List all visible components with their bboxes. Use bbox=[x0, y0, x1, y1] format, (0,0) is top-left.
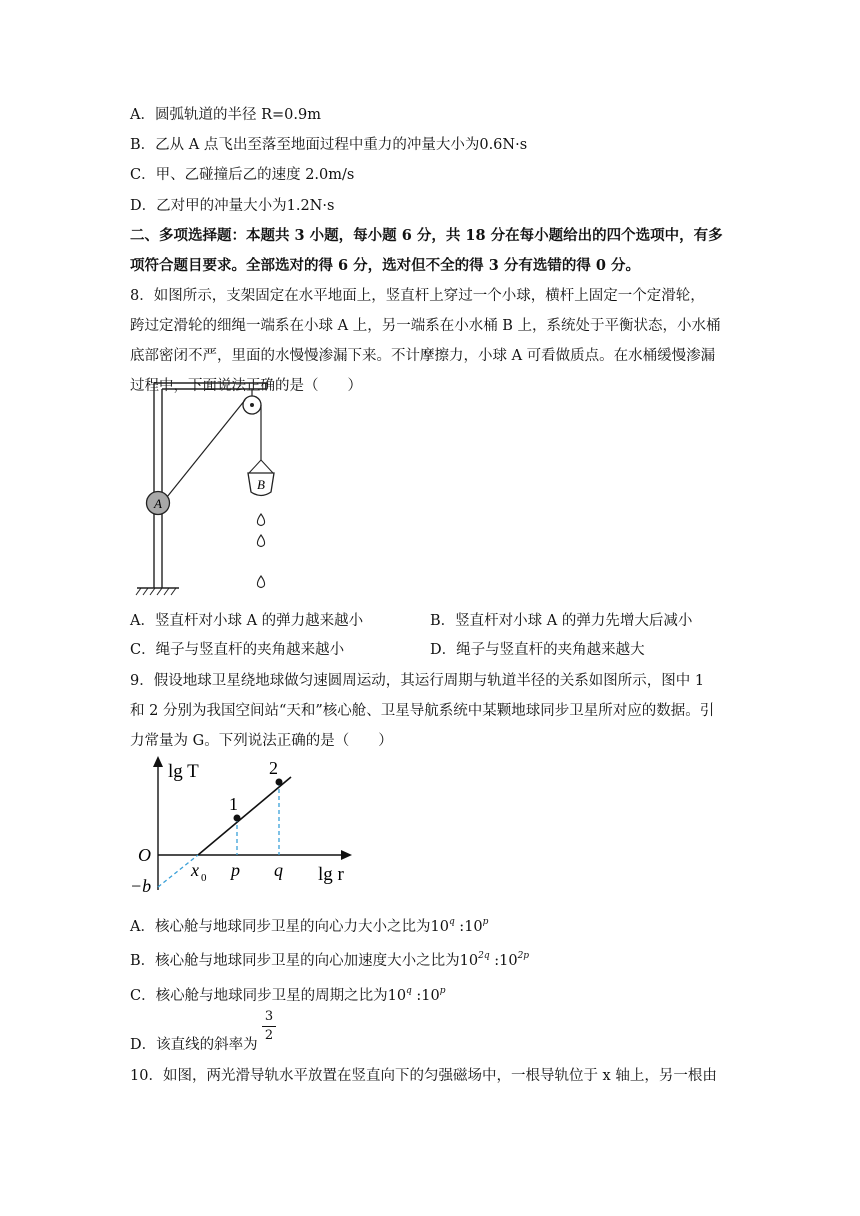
q8-option-a: A．竖直杆对小球 A 的弹力越来越小 bbox=[130, 613, 364, 629]
q9-option-b-value: $10^{2q}$ $:10^{2p}$ bbox=[459, 951, 530, 969]
q7-option-b-value: 0.6N·s bbox=[479, 137, 528, 153]
bucket-b-label: B bbox=[257, 477, 265, 492]
q7-option-d bbox=[130, 196, 334, 216]
q9-option-c-text: C．核心舱与地球同步卫星的周期之比为 bbox=[130, 988, 388, 1004]
x0-label: x bbox=[191, 860, 199, 880]
q9-stem-line1: 9．假设地球卫星绕地球做匀速圆周运动，其运行周期与轨道半径的关系如图所示，图中 1 bbox=[130, 673, 705, 689]
point-1 bbox=[234, 815, 241, 822]
point-1-label: 1 bbox=[229, 794, 238, 814]
y-axis-label: lg T bbox=[168, 761, 199, 782]
origin-label: O bbox=[138, 845, 151, 865]
q7-option-d-value: 1.2N·s bbox=[286, 198, 335, 214]
neg-b-label: −b bbox=[130, 876, 152, 896]
q7-option-b-text: B．乙从 A 点飞出至落至地面过程中重力的冲量大小为 bbox=[130, 137, 480, 153]
q9-option-a-value: 10$^q$ :10$^p$ bbox=[430, 917, 489, 935]
q7-option-c: C．甲、乙碰撞后乙的速度 2.0m/s bbox=[130, 167, 355, 183]
q9-option-c bbox=[130, 981, 446, 1006]
section2-header-line1: 二、多项选择题：本题共 3 小题，每小题 6 分，共 18 分在每小题给出的四个选项中，有多 bbox=[130, 227, 723, 244]
q9-option-a-text: A．核心舱与地球同步卫星的向心力大小之比为 bbox=[130, 919, 431, 935]
q9-stem-line3: 力常量为 G。下列说法正确的是（ ） bbox=[130, 733, 393, 749]
q7-option-d-text: D．乙对甲的冲量大小为 bbox=[130, 198, 287, 214]
fraction-bar bbox=[262, 1026, 276, 1027]
q7-option-a: A．圆弧轨道的半径 R=0.9m bbox=[130, 107, 321, 123]
q8-option-b: B．竖直杆对小球 A 的弹力先增大后减小 bbox=[430, 613, 693, 629]
section2-header-line2: 项符合题目要求。全部选对的得 6 分，选对但不全的得 3 分有选错的得 0 分。 bbox=[130, 257, 641, 274]
q9-option-d-fraction bbox=[262, 1009, 276, 1044]
q7-option-b bbox=[130, 135, 527, 155]
q8-stem-line1: 8．如图所示，支架固定在水平地面上，竖直杆上穿过一个小球，横杆上固定一个定滑轮， bbox=[130, 288, 705, 304]
point-2-label: 2 bbox=[269, 758, 278, 778]
q8-option-d: D．绳子与竖直杆的夹角越来越大 bbox=[430, 642, 645, 658]
q9-option-b bbox=[130, 946, 529, 971]
q8-stem-line4: 过程中，下面说法正确的是（ ） bbox=[130, 378, 362, 394]
q9-option-c-value: 10$^q$ :10$^p$ bbox=[387, 986, 446, 1004]
graph-line bbox=[198, 777, 291, 855]
q9-option-d bbox=[130, 1035, 258, 1055]
q9-option-b-text: B．核心舱与地球同步卫星的向心加速度大小之比为 bbox=[130, 953, 460, 969]
q8-stem-line3: 底部密闭不严，里面的水慢慢渗漏下来。不计摩擦力，小球 A 可看做质点。在水桶缓慢渗漏 bbox=[130, 348, 716, 364]
q8-stem-line2: 跨过定滑轮的细绳一端系在小球 A 上，另一端系在小水桶 B 上，系统处于平衡状态，小水桶 bbox=[130, 318, 721, 334]
p-label: p bbox=[231, 860, 240, 880]
q9-option-d-text: D．该直线的斜率为 bbox=[130, 1037, 258, 1053]
q9-stem-line2: 和 2 分别为我国空间站“天和”核心舱、卫星导航系统中某颗地球同步卫星所对应的数据。引 bbox=[130, 703, 715, 719]
q9-graph bbox=[128, 752, 368, 897]
fraction-denominator: 2 bbox=[264, 1028, 274, 1043]
q8-option-c: C．绳子与竖直杆的夹角越来越小 bbox=[130, 642, 345, 658]
q8-figure bbox=[125, 375, 295, 605]
q10-stem-line1: 10．如图，两光滑导轨水平放置在竖直向下的匀强磁场中，一根导轨位于 x 轴上，另一根由 bbox=[130, 1068, 717, 1084]
q-label: q bbox=[274, 860, 283, 880]
x-axis-label: lg r bbox=[318, 864, 344, 885]
point-2 bbox=[276, 779, 283, 786]
q9-option-a bbox=[130, 912, 488, 937]
x-axis-arrow bbox=[341, 850, 352, 860]
x0-subscript: 0 bbox=[201, 872, 207, 884]
y-axis-arrow bbox=[153, 756, 163, 767]
fraction-numerator: 3 bbox=[264, 1009, 274, 1024]
ball-a-label: A bbox=[154, 496, 162, 511]
